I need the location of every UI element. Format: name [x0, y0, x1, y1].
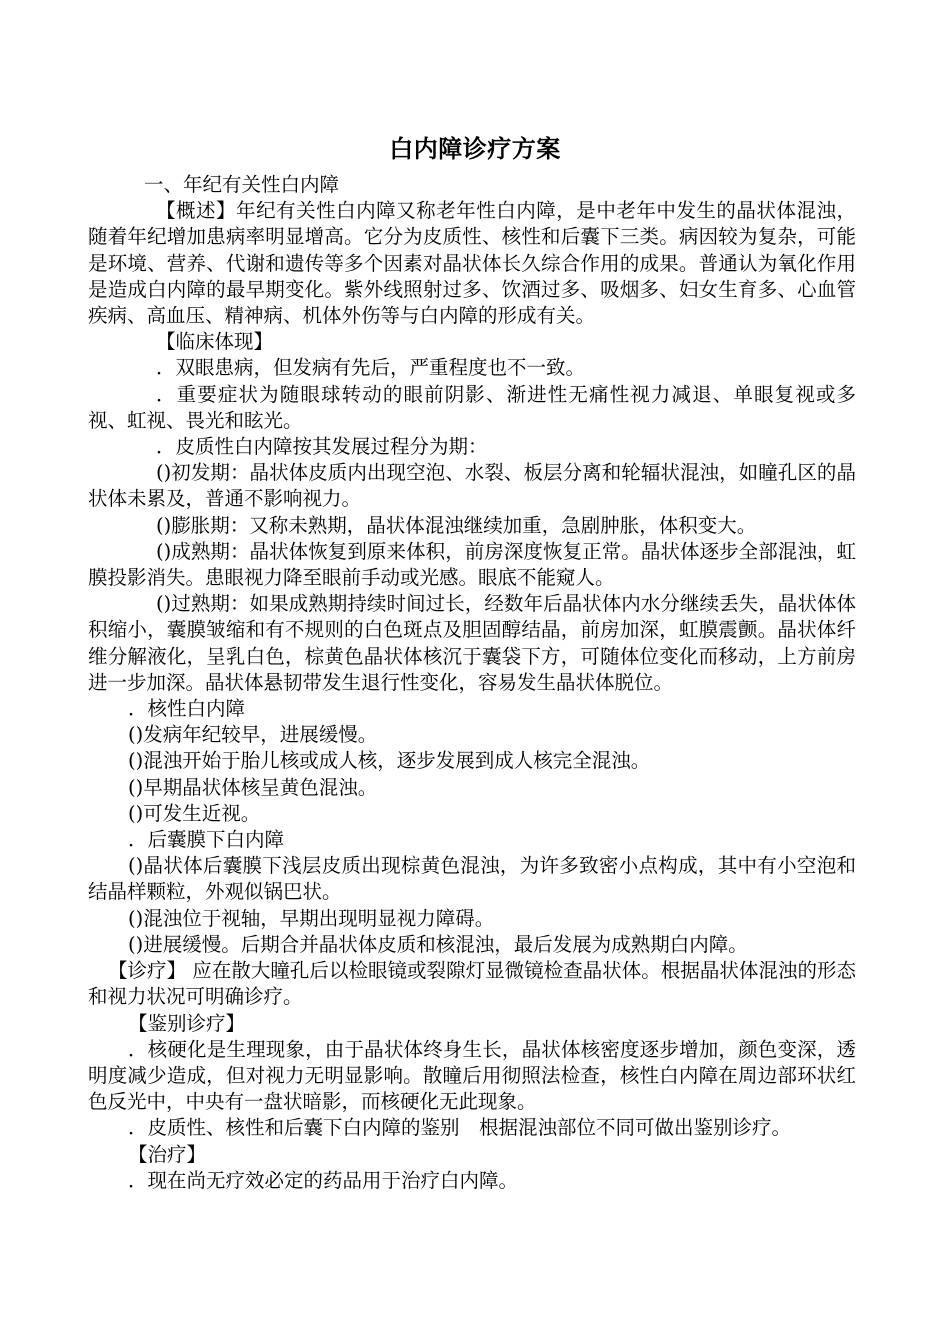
paragraph-overview: 【概述】年纪有关性白内障又称老年性白内障，是中老年中发生的晶状体混浊，随着年纪增加患病率明显增高。它分为皮质性、核性和后囊下三类。病因较为复杂，可能是环境、营养、代谢和遗传等多个因素对晶状体长久综合作用的成果。普通认为氧化作用是造成白内障的最早期变化。紫外线照射过多、饮酒过多、吸烟多、妇女生育多、心血管疾病、高血压、精神病、机体外伤等与白内障的形成有关。	[88, 199, 856, 328]
clinical-item-1: ．双眼患病，但发病有先后，严重程度也不一致。	[156, 356, 586, 380]
document-body	[88, 172, 856, 1194]
nuclear-item-4: ()可发生近视。	[128, 801, 261, 825]
differential-item-1: ．核硬化是生理现象，由于晶状体终身生长，晶状体核密度逐步增加，颜色变深，透明度减少造成，但对视力无明显影响。散瞳后用彻照法检查，核性白内障在周边部环状红色反光中，中央有一盘状暗影，而核硬化无此现象。	[88, 1037, 856, 1114]
document-title: 白内障诊疗方案	[389, 134, 561, 163]
paragraph-diagnosis: 【诊疗】 应在散大瞳孔后以检眼镜或裂隙灯显微镜检查晶状体。根据晶状体混浊的形态和视力状况可明确诊疗。	[88, 959, 856, 1009]
heading-treatment: 【治疗】	[128, 1142, 207, 1166]
heading-differential: 【鉴别诊疗】	[128, 1011, 246, 1035]
nuclear-item-3: ()早期晶状体核呈黄色混浊。	[128, 775, 378, 799]
posterior-item-2: ()混浊位于视轴，早期出现明显视力障碍。	[128, 906, 495, 930]
nuclear-item-2: ()混浊开始于胎儿核或成人核，逐步发展到成人核完全混浊。	[128, 749, 651, 773]
treatment-item-1: ．现在尚无疗效必定的药品用于治疗白内障。	[128, 1168, 519, 1192]
heading-posterior: ．后囊膜下白内障	[128, 828, 285, 852]
section-heading-1: 一、年纪有关性白内障	[144, 173, 340, 196]
heading-nuclear: ．核性白内障	[128, 697, 246, 721]
heading-clinical: 【临床体现】	[156, 330, 274, 354]
posterior-item-3: ()进展缓慢。后期合并晶状体皮质和核混浊，最后发展为成熟期白内障。	[128, 932, 748, 956]
posterior-item-1: ()晶状体后囊膜下浅层皮质出现棕黄色混浊，为许多致密小点构成，其中有小空泡和结晶样颗粒，外观似锅巴状。	[88, 854, 856, 904]
clinical-item-2: ．重要症状为随眼球转动的眼前阴影、渐进性无痛性视力减退、单眼复视或多视、虹视、畏光和眩光。	[88, 382, 856, 432]
stage-initial: ()初发期：晶状体皮质内出现空泡、水裂、板层分离和轮辐状混浊，如瞳孔区的晶状体未累及，普通不影响视力。	[88, 461, 856, 511]
clinical-item-3: ．皮质性白内障按其发展过程分为期：	[156, 435, 488, 459]
nuclear-item-1: ()发病年纪较早，进展缓慢。	[128, 723, 378, 747]
stage-overmature: ()过熟期：如果成熟期持续时间过长，经数年后晶状体内水分继续丢失，晶状体体积缩小，囊膜皱缩和有不规则的白色斑点及胆固醇结晶，前房加深，虹膜震颤。晶状体纤维分解液化，呈乳白色，棕黄色晶状体核沉于囊袋下方，可随体位变化而移动，上方前房进一步加深。晶状体悬韧带发生退行性变化，容易发生晶状体脱位。	[88, 592, 856, 694]
stage-swelling: ()膨胀期：又称未熟期，晶状体混浊继续加重，急剧肿胀，体积变大。	[156, 513, 757, 537]
stage-mature: ()成熟期：晶状体恢复到原来体积，前房深度恢复正常。晶状体逐步全部混浊，虹膜投影消失。患眼视力降至眼前手动或光感。眼底不能窥人。	[88, 539, 856, 590]
differential-item-2: ．皮质性、核性和后囊下白内障的鉴别 根据混浊部位不同可做出鉴别诊疗。	[128, 1116, 792, 1140]
